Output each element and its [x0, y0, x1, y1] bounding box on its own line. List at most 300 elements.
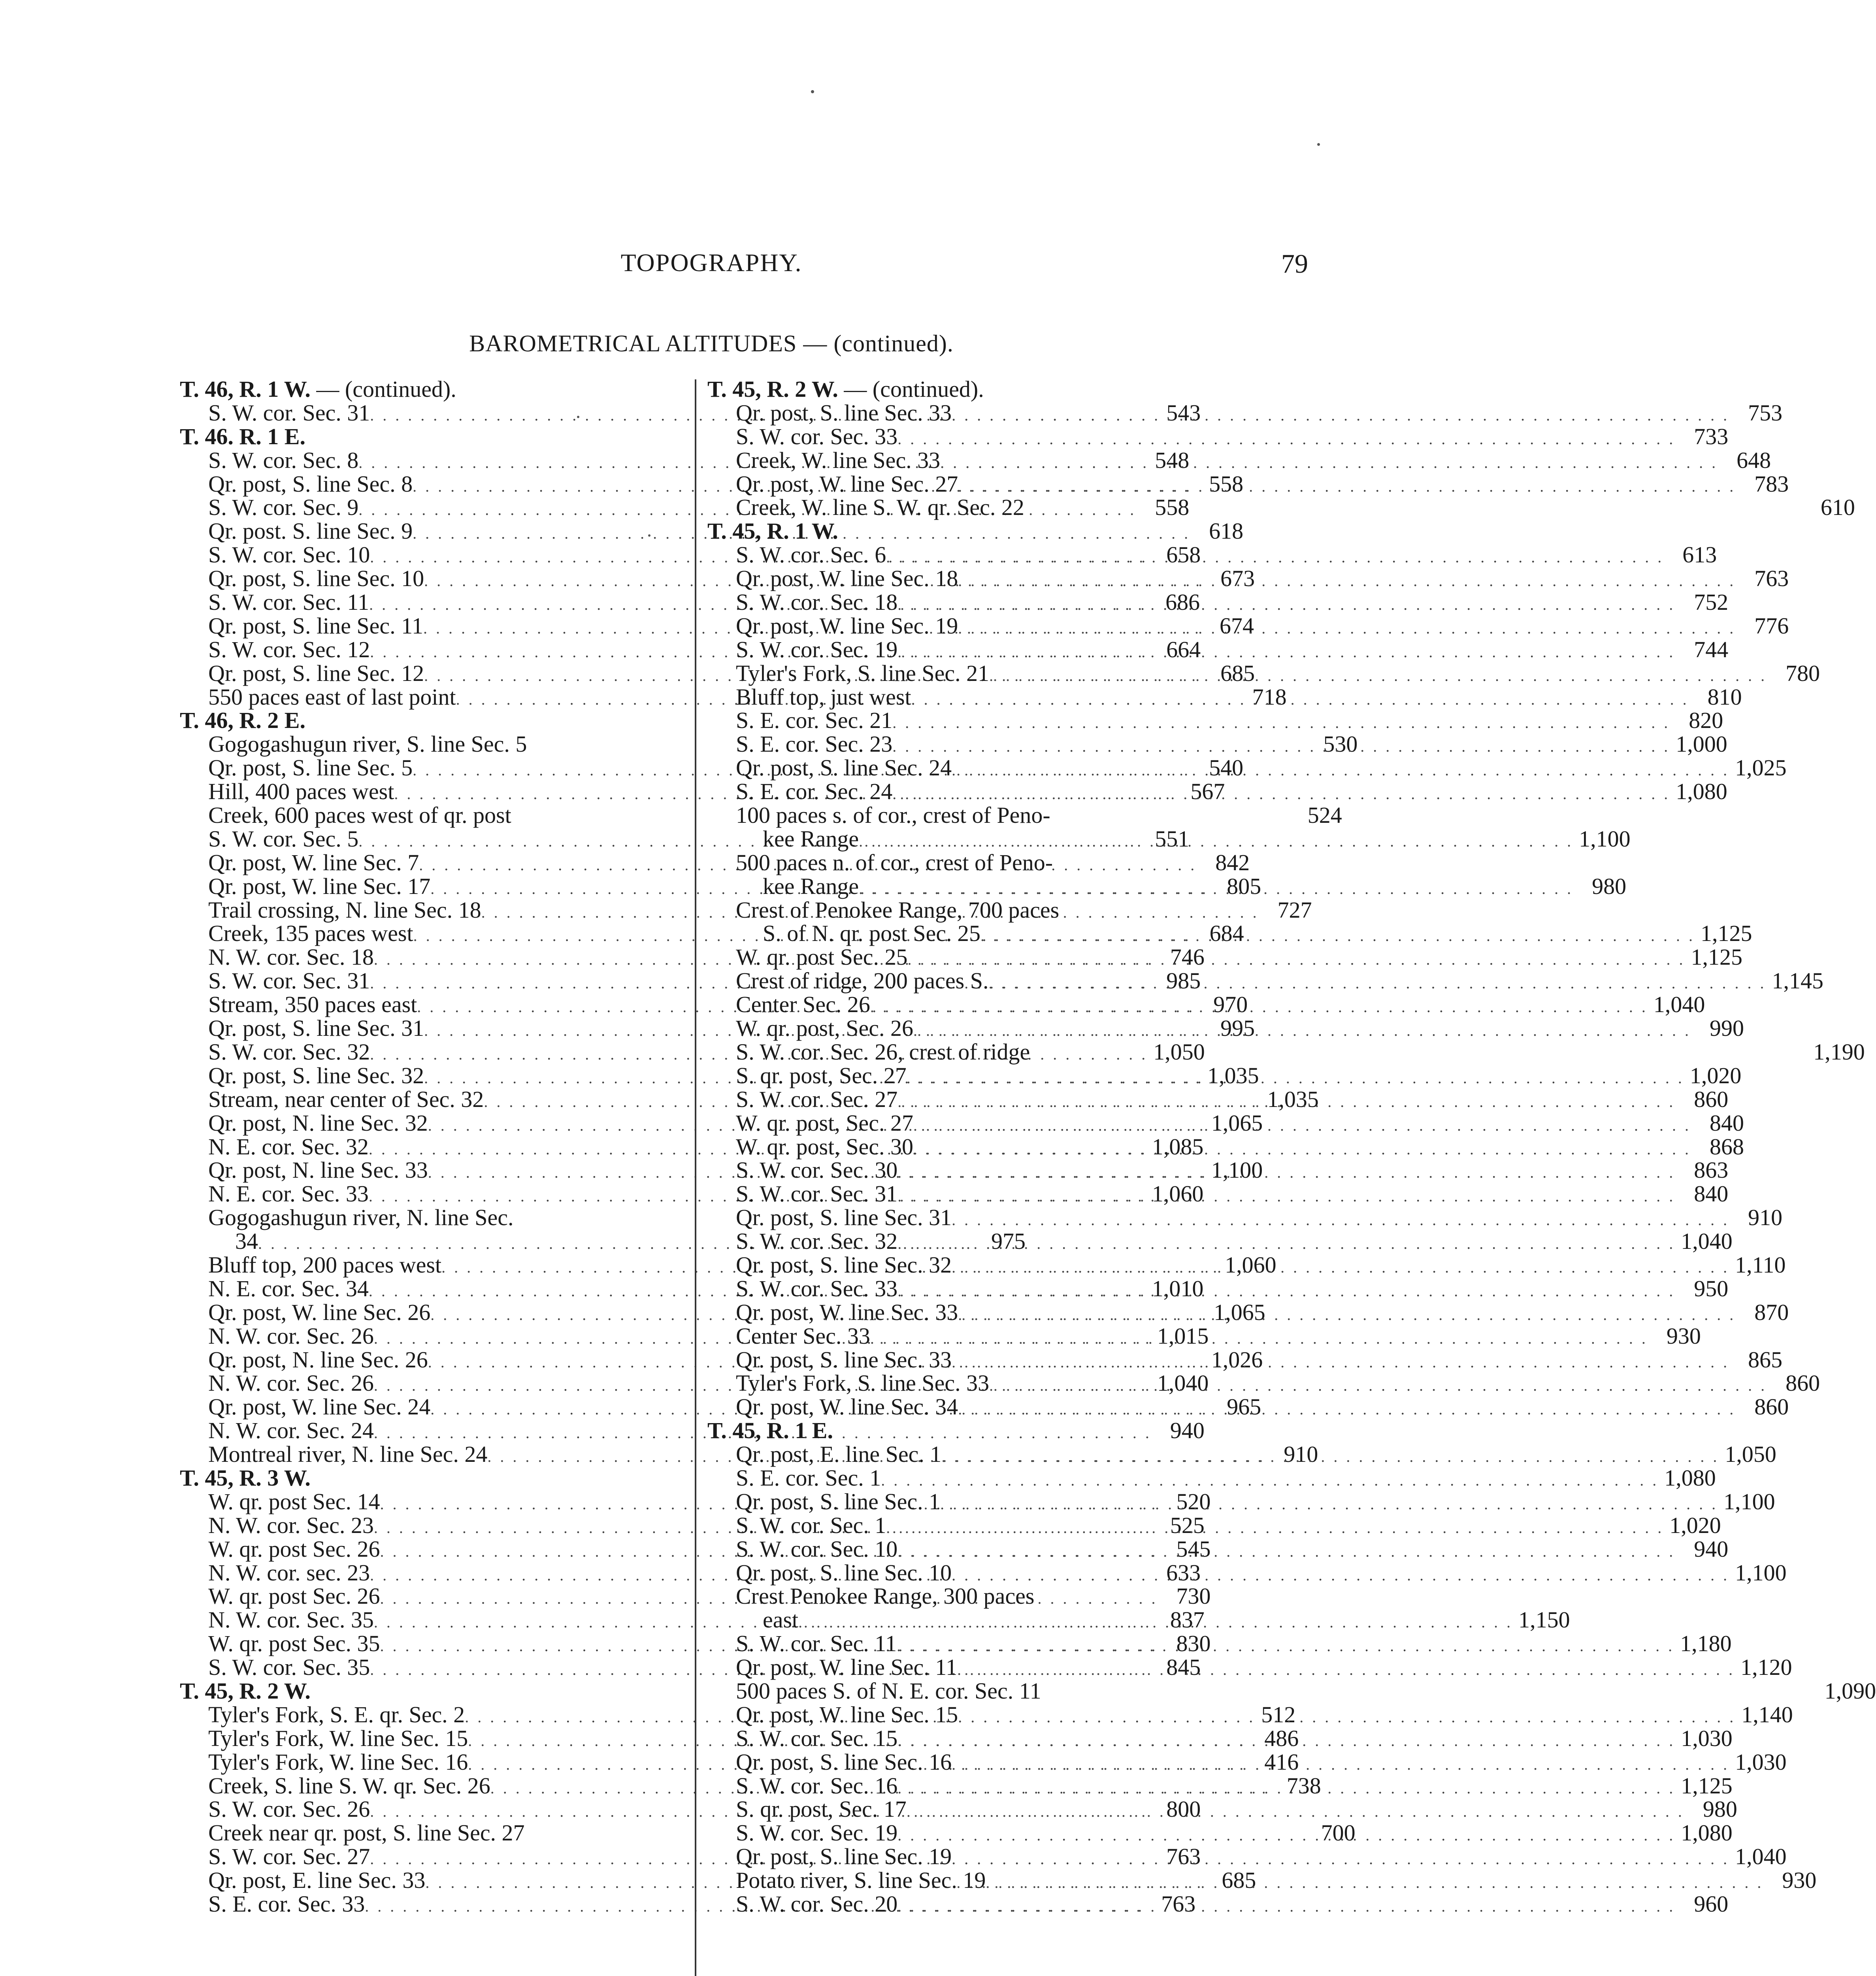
location-label: east	[763, 1607, 799, 1633]
location-label: N. E. cor. Sec. 34	[208, 1275, 369, 1301]
leader-dots	[952, 1208, 1729, 1232]
location-label: Qr. post, W. line Sec. 34	[736, 1394, 958, 1420]
table-row	[707, 447, 1771, 473]
altitude-value: 763	[1166, 1844, 1201, 1870]
altitude-value: 805	[1227, 873, 1261, 899]
altitude-value: 1,026	[1211, 1346, 1263, 1373]
altitude-value: 524	[1307, 802, 1342, 828]
location-label: Gogogashugun river, S. line Sec. 5	[208, 731, 527, 757]
altitude-value: 960	[1694, 1891, 1729, 1917]
location-label: S. W. cor. Sec. 10	[736, 1536, 898, 1562]
table-row	[707, 1181, 1729, 1207]
leader-dots	[897, 427, 1675, 451]
page-title: TOPOGRAPHY.	[620, 249, 802, 277]
township-label: T. 45, R. 1 E.	[707, 1418, 833, 1444]
altitude-value: 684	[1209, 920, 1244, 947]
page-number: 79	[1281, 249, 1308, 279]
leader-dots	[958, 1701, 1736, 1729]
location-label: S. W. cor. Sec. 31	[736, 1181, 898, 1207]
leader-dots	[913, 1019, 1691, 1043]
leader-dots	[911, 688, 1689, 711]
location-label: S. W. cor. Sec. 15	[736, 1725, 898, 1751]
location-label: N. W. cor. Sec. 26	[208, 1323, 374, 1349]
paper-speck	[577, 416, 579, 418]
altitude-value: 525	[1170, 1512, 1205, 1538]
leader-dots	[897, 1181, 1675, 1208]
leader-dots	[881, 1469, 1659, 1492]
leader-dots	[897, 1895, 1675, 1918]
altitude-value: 1,030	[1681, 1725, 1733, 1751]
location-label: Qr. post, W. line Sec. 17	[208, 873, 431, 899]
location-label: S. W. cor. Sec. 31	[208, 968, 370, 994]
location-label: Qr. post, W. line Sec. 7	[208, 849, 419, 875]
township-heading	[180, 425, 680, 449]
location-label: 500 paces S. of N. E. cor. Sec. 11	[736, 1678, 1041, 1704]
altitude-value: 840	[1709, 1110, 1744, 1136]
location-label: Qr. post, W. line Sec. 18	[736, 566, 958, 592]
location-label: Qr. post, E. line Sec. 1	[736, 1441, 942, 1467]
location-label: S. W. cor. Sec. 11	[736, 1631, 897, 1657]
altitude-value: 416	[1264, 1749, 1299, 1775]
location-label: Montreal river, N. line Sec. 24	[208, 1441, 488, 1467]
altitude-value: 664	[1166, 636, 1201, 662]
township-heading	[707, 1419, 1193, 1442]
paper-speck	[1317, 143, 1320, 146]
altitude-value: 763	[1754, 566, 1789, 592]
township-heading	[180, 709, 680, 732]
location-label: N. E. cor. Sec. 32	[208, 1133, 369, 1160]
township-label: T. 45, R. 1 W.	[707, 518, 838, 544]
location-label: 100 paces s. of cor., crest of Peno-	[736, 802, 1050, 828]
altitude-value: 783	[1754, 471, 1789, 497]
altitude-value: 744	[1694, 636, 1729, 662]
altitude-value: 863	[1694, 1157, 1729, 1183]
location-label: S. W. cor. Sec. 19	[736, 636, 898, 662]
altitude-value: 1,080	[1676, 779, 1727, 805]
leader-dots	[952, 755, 1729, 782]
location-label: N. E. cor. Sec. 33	[208, 1181, 369, 1207]
altitude-value: 830	[1176, 1631, 1211, 1657]
location-label: S. W. cor. Sec. 33	[736, 423, 898, 449]
location-label: S. W. cor. Sec. 1	[736, 1512, 886, 1538]
leader-dots	[952, 400, 1729, 427]
location-label: W. qr. post, Sec. 26	[736, 1015, 913, 1041]
running-head	[0, 248, 1423, 288]
altitude-value: 1,100	[1211, 1157, 1263, 1183]
leader-dots	[892, 735, 1670, 758]
altitude-value: 1,050	[1725, 1441, 1776, 1467]
township-label: T. 45, R. 3 W.	[180, 1465, 311, 1491]
altitude-value: 990	[1709, 1015, 1744, 1041]
leader-dots	[897, 1086, 1675, 1114]
leader-dots	[897, 1631, 1674, 1658]
location-label: Qr. post, S. line Sec. 32	[208, 1062, 424, 1088]
altitude-value: 530	[1323, 731, 1358, 757]
altitude-value: 1,090	[1824, 1678, 1876, 1704]
leader-dots	[989, 1374, 1767, 1397]
location-label: Qr. post, S. line Sec. 31	[736, 1205, 952, 1231]
leader-dots	[886, 542, 1664, 569]
table-row	[707, 1796, 1737, 1822]
leader-dots	[952, 1844, 1729, 1871]
location-label: Tyler's Fork, S. E. qr. Sec. 2	[208, 1701, 465, 1727]
location-label: Trail crossing, N. line Sec. 18	[208, 897, 481, 923]
altitude-value: 780	[1785, 660, 1820, 686]
altitude-value: 810	[1707, 684, 1742, 710]
location-label: Bluff top, just west	[736, 684, 911, 710]
location-label: S. W. cor. Sec. 30	[736, 1157, 898, 1183]
table-row	[707, 1559, 1787, 1586]
location-label: S. W. cor. Sec. 20	[736, 1891, 898, 1917]
location-label: S. W. cor. Sec. 5	[208, 826, 359, 852]
column-divider	[695, 379, 696, 1976]
altitude-value: 551	[1155, 826, 1190, 852]
altitude-value: 1,020	[1689, 1062, 1742, 1088]
altitude-value: 995	[1220, 1015, 1255, 1041]
altitude-value: 1,100	[1723, 1488, 1775, 1514]
altitude-value: 558	[1155, 494, 1190, 520]
altitude-value: 1,085	[1152, 1133, 1204, 1160]
location-label: S. qr. post, Sec. 27	[736, 1062, 907, 1088]
location-label: Qr. post, S. line Sec. 19	[736, 1844, 952, 1870]
location-label: S. of N. qr. post Sec. 25	[763, 920, 980, 947]
altitude-value: 1,020	[1669, 1512, 1721, 1538]
location-label: Creek, 135 paces west	[208, 920, 413, 947]
table-row	[707, 1205, 1783, 1231]
altitude-value: 685	[1220, 660, 1255, 686]
table-row	[707, 707, 1723, 733]
location-label: Creek near qr. post, S. line Sec. 27	[208, 1820, 525, 1846]
altitude-value: 1,150	[1518, 1607, 1570, 1633]
location-label: Qr. post, S. line Sec. 33	[736, 400, 952, 426]
leader-dots	[913, 1114, 1691, 1137]
location-label: Qr. post. S. line Sec. 9	[208, 518, 413, 544]
location-label: S. W. cor. Sec. 27	[208, 1844, 370, 1870]
table-row	[707, 1323, 1701, 1349]
table-row	[707, 1844, 1787, 1870]
location-label: Potato river, S. line Sec. 19	[736, 1867, 986, 1893]
continued-note: — (continued).	[838, 376, 984, 402]
location-label: 550 paces east of last point	[208, 684, 456, 710]
location-label: Gogogashugun river, N. line Sec.	[208, 1205, 514, 1231]
altitude-value: 1,040	[1157, 1370, 1209, 1396]
table-row	[707, 1512, 1721, 1538]
altitude-value: 1,190	[1813, 1039, 1865, 1065]
table-row	[707, 1039, 1865, 1065]
leader-dots	[798, 1607, 1513, 1634]
altitude-value: 985	[1166, 968, 1201, 994]
location-label: S. W. cor. Sec. 31	[208, 400, 370, 426]
leader-dots	[952, 1753, 1729, 1776]
location-label: Qr. post, N. line Sec. 26	[208, 1346, 428, 1373]
leader-dots	[886, 1512, 1664, 1540]
altitude-value: 910	[1284, 1441, 1318, 1467]
table-row	[707, 1584, 1193, 1608]
location-label: W. qr. post Sec. 35	[208, 1631, 380, 1657]
location-label: Qr. post, W. line Sec. 11	[736, 1654, 958, 1680]
table-row	[180, 1206, 680, 1229]
township-heading	[180, 1466, 680, 1490]
location-label: S. W. cor. Sec. 18	[736, 589, 898, 615]
altitude-value: 965	[1227, 1394, 1261, 1420]
location-label: W. qr. post, Sec. 30	[736, 1133, 913, 1160]
leader-dots	[980, 920, 1695, 948]
altitude-value: 860	[1754, 1394, 1789, 1420]
location-label: N. W. cor. Sec. 18	[208, 944, 374, 970]
location-label: 500 paces n. of cor., crest of Peno-	[736, 849, 1053, 875]
leader-dots	[897, 593, 1675, 617]
location-label: W. qr. post Sec. 25	[736, 944, 908, 970]
location-label: Qr. post, E. line Sec. 33	[208, 1867, 426, 1893]
altitude-value: 545	[1176, 1536, 1211, 1562]
altitude-value: 763	[1161, 1891, 1196, 1917]
altitude-value: 1,145	[1772, 968, 1823, 994]
location-label: Qr. post, W. line Sec. 24	[208, 1394, 431, 1420]
table-row	[707, 400, 1783, 426]
table-row	[707, 826, 1631, 852]
altitude-value: 548	[1155, 447, 1190, 473]
altitude-value: 1,030	[1735, 1749, 1787, 1775]
location-label: Hill, 400 paces west	[208, 779, 394, 805]
location-label: S. W. cor. Sec. 16	[736, 1772, 898, 1799]
altitude-value: 1,080	[1664, 1465, 1716, 1491]
table-row	[707, 636, 1729, 662]
table-row	[707, 1228, 1733, 1254]
township-heading	[707, 519, 1193, 543]
altitude-value: 1,125	[1701, 920, 1752, 947]
location-label: Crest Penokee Range, 300 paces	[736, 1583, 1035, 1609]
altitude-value: 980	[1592, 873, 1627, 899]
leader-dots	[958, 1394, 1736, 1421]
location-label: Qr. post, S. line Sec. 11	[208, 613, 424, 639]
location-label: S. E. cor. Sec. 33	[208, 1891, 365, 1917]
altitude-value: 1,040	[1653, 992, 1705, 1018]
altitude-value: 840	[1694, 1181, 1729, 1207]
location-label: Tyler's Fork, W. line Sec. 16	[208, 1749, 468, 1775]
table-row	[707, 898, 1193, 922]
location-label: Qr. post, S. line Sec. 31	[208, 1015, 424, 1041]
location-label: Qr. post, W. line Sec. 33	[736, 1299, 958, 1325]
leader-dots	[986, 1867, 1763, 1895]
location-label: N. W. cor. Sec. 24	[208, 1418, 374, 1444]
altitude-value: 486	[1264, 1725, 1299, 1751]
altitude-value: 673	[1220, 566, 1255, 592]
table-row	[707, 1678, 1876, 1704]
location-label: Qr. post, S. line Sec. 5	[208, 755, 413, 781]
leader-dots	[989, 660, 1767, 688]
altitude-value: 975	[991, 1228, 1026, 1254]
location-label: 34	[235, 1228, 258, 1254]
location-label: Qr. post, S. line Sec. 8	[208, 471, 413, 497]
table-row	[707, 1465, 1716, 1491]
altitude-value: 558	[1209, 471, 1244, 497]
altitude-value: 700	[1321, 1820, 1356, 1846]
altitude-value: 1,035	[1267, 1086, 1319, 1112]
altitude-value: 746	[1170, 944, 1205, 970]
table-row	[707, 1607, 1570, 1633]
altitude-value: 686	[1165, 589, 1200, 615]
location-label: Qr. post, W. line Sec. 26	[208, 1299, 431, 1325]
leader-dots	[907, 948, 1685, 971]
location-label: S. E. cor. Sec. 23	[736, 731, 893, 757]
location-label: N. W. cor. sec. 23	[208, 1559, 370, 1586]
altitude-value: 1,060	[1225, 1252, 1276, 1278]
leader-dots	[913, 1133, 1691, 1161]
leader-dots	[941, 1445, 1719, 1469]
location-label: Creek, 600 paces west of qr. post	[208, 802, 511, 828]
location-label: Bluff top, 200 paces west	[208, 1252, 442, 1278]
altitude-value: 1,110	[1735, 1252, 1786, 1278]
location-label: Qr. post, W. line Sec. 15	[736, 1701, 958, 1727]
leader-dots	[897, 1820, 1675, 1847]
leader-dots	[907, 1800, 1684, 1823]
leader-dots	[952, 1559, 1729, 1587]
location-label: S. W. cor. Sec. 9	[208, 494, 359, 520]
location-label: W. qr. post, Sec. 27	[736, 1110, 913, 1136]
altitude-value: 950	[1694, 1275, 1729, 1301]
location-label: S. W. cor. Sec. 6	[736, 542, 886, 568]
leader-dots	[897, 1772, 1675, 1800]
table-row	[707, 423, 1729, 449]
altitude-value: 752	[1694, 589, 1729, 615]
altitude-value: 820	[1689, 707, 1723, 733]
altitude-value: 610	[1820, 494, 1855, 520]
location-label: S. W. cor. Sec. 26	[208, 1796, 370, 1822]
location-label: Creek, W. line S. W. qr. Sec. 22	[736, 494, 1024, 520]
altitude-value: 1,180	[1680, 1631, 1732, 1657]
location-label: kee Range	[763, 873, 859, 899]
location-label: kee Range	[763, 826, 859, 852]
altitude-value: 1,125	[1691, 944, 1742, 970]
location-label: Crest of Penokee Range, 700 paces	[736, 897, 1060, 923]
location-label: Crest of ridge, 200 paces S.	[736, 968, 989, 994]
altitude-value: 1,100	[1579, 826, 1631, 852]
location-label: Qr. post, S. line Sec. 16	[736, 1749, 952, 1775]
leader-dots	[952, 1256, 1729, 1279]
leader-dots	[958, 1299, 1736, 1327]
altitude-value: 1,000	[1676, 731, 1727, 757]
location-label: Center Sec. 26	[736, 992, 870, 1018]
township-label: T. 46, R. 2 E.	[180, 707, 305, 733]
location-label: Qr. post, N. line Sec. 32	[208, 1110, 428, 1136]
altitude-value: 733	[1694, 423, 1729, 449]
leader-dots	[940, 447, 1718, 475]
altitude-value: 940	[1170, 1418, 1205, 1444]
location-label: S. W. cor. Sec. 32	[208, 1039, 370, 1065]
altitude-value: 1,080	[1681, 1820, 1733, 1846]
location-label: Qr. post, S. line Sec. 10	[208, 566, 424, 592]
location-label: Creek, W. line Sec. 33	[736, 447, 941, 473]
altitude-value: 970	[1213, 992, 1248, 1018]
location-label: S. W. cor. Sec. 10	[208, 542, 370, 568]
altitude-value: 685	[1222, 1867, 1256, 1893]
altitude-value: 842	[1215, 849, 1250, 875]
location-label: S. E. cor. Sec. 21	[736, 707, 893, 733]
paper-speck	[811, 90, 814, 93]
location-label: W. qr. post Sec. 26	[208, 1583, 380, 1609]
altitude-value: 1,125	[1681, 1772, 1733, 1799]
location-label: Qr. post, S. line Sec. 12	[208, 660, 424, 686]
leader-dots	[958, 566, 1736, 593]
table-row	[707, 494, 1855, 520]
leader-dots	[897, 1725, 1675, 1753]
leader-dots	[897, 636, 1675, 664]
altitude-value: 738	[1286, 1772, 1321, 1799]
altitude-value: 1,065	[1211, 1110, 1263, 1136]
leader-dots	[907, 1062, 1684, 1090]
leader-dots	[892, 711, 1670, 735]
location-label: Tyler's Fork, W. line Sec. 15	[208, 1725, 468, 1751]
location-label: Qr. post, S. line Sec. 10	[736, 1559, 952, 1586]
leader-dots	[870, 1327, 1648, 1350]
altitude-value: 718	[1252, 684, 1287, 710]
location-label: Qr. post, S. line Sec. 24	[736, 755, 952, 781]
location-label: S. E. cor. Sec. 1	[736, 1465, 881, 1491]
location-label: N. W. cor. Sec. 35	[208, 1607, 374, 1633]
altitude-value: 520	[1176, 1488, 1211, 1514]
table-row	[707, 968, 1823, 994]
altitude-value: 870	[1754, 1299, 1789, 1325]
altitude-value: 1,015	[1157, 1323, 1209, 1349]
altitude-value: 1,035	[1207, 1062, 1259, 1088]
altitude-value: 753	[1748, 400, 1783, 426]
altitude-value: 980	[1703, 1796, 1737, 1822]
altitude-value: 845	[1166, 1654, 1201, 1680]
leader-dots	[870, 992, 1648, 1019]
location-label: W. qr. post Sec. 26	[208, 1536, 380, 1562]
altitude-value: 800	[1166, 1796, 1201, 1822]
table-row	[707, 944, 1742, 970]
altitude-value: 613	[1682, 542, 1717, 568]
altitude-value: 860	[1785, 1370, 1820, 1396]
altitude-value: 1,140	[1741, 1701, 1793, 1727]
location-label: N. W. cor. Sec. 23	[208, 1512, 374, 1538]
leader-dots	[897, 1161, 1675, 1184]
altitude-value: 1,025	[1735, 755, 1787, 781]
continued-note: — (continued).	[310, 376, 456, 402]
altitude-value: 1,065	[1214, 1299, 1265, 1325]
location-label: Stream, 350 paces east	[208, 992, 417, 1018]
leader-dots	[957, 1658, 1735, 1682]
table-row	[707, 1275, 1729, 1301]
leader-dots	[988, 968, 1766, 995]
location-label: Stream, near center of Sec. 32	[208, 1086, 484, 1112]
leader-dots	[897, 1232, 1675, 1256]
table-row	[707, 803, 1193, 827]
altitude-value: 1,050	[1153, 1039, 1205, 1065]
altitude-value: 868	[1709, 1133, 1744, 1160]
table-row	[707, 1370, 1820, 1396]
location-label: S. W. cor. Sec. 12	[208, 636, 370, 662]
location-label: Qr. post, N. line Sec. 33	[208, 1157, 428, 1183]
location-label: Tyler's Fork, S. line Sec. 21	[736, 660, 990, 686]
township-heading	[180, 377, 680, 401]
leader-dots	[940, 1488, 1718, 1516]
leader-dots	[958, 617, 1736, 640]
township-label: T. 45, R. 2 W.	[707, 376, 838, 402]
location-label: Qr. post, W. line Sec. 19	[736, 613, 958, 639]
leader-dots	[897, 1540, 1675, 1563]
altitude-value: 910	[1748, 1205, 1783, 1231]
township-heading	[180, 1679, 680, 1703]
township-heading	[707, 377, 1193, 401]
altitude-value: 674	[1220, 613, 1254, 639]
altitude-value: 648	[1736, 447, 1771, 473]
location-label: S. W. cor. Sec. 8	[208, 447, 359, 473]
altitude-value: 940	[1694, 1536, 1729, 1562]
location-label: Qr. post, W. line Sec. 27	[736, 471, 958, 497]
table-row	[707, 1133, 1744, 1160]
